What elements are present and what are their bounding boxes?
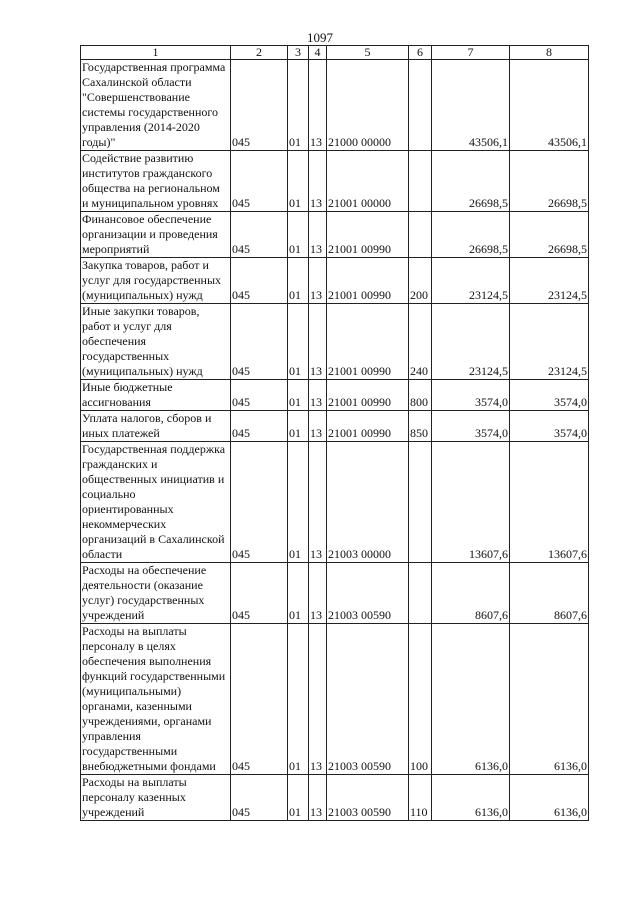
subsection-code: 13 [309,151,327,212]
subsection-code: 13 [309,442,327,563]
amount-col8: 26698,5 [510,212,589,258]
budget-table [80,45,589,821]
amount-col8: 43506,1 [510,60,589,151]
amount-col8: 26698,5 [510,151,589,212]
subsection-code: 13 [309,411,327,442]
section-code: 01 [288,304,309,380]
section-code: 01 [288,380,309,411]
amount-col8: 23124,5 [510,258,589,304]
section-code: 01 [288,563,309,624]
expense-type-code [409,212,432,258]
amount-col8: 6136,0 [510,624,589,775]
expense-type-code: 200 [409,258,432,304]
target-article-code: 21001 00990 [327,212,409,258]
amount-col7: 3574,0 [432,411,510,442]
expense-type-code [409,60,432,151]
target-article-code: 21003 00590 [327,563,409,624]
column-header: 8 [510,46,589,60]
column-header: 5 [327,46,409,60]
target-article-code: 21003 00590 [327,624,409,775]
target-article-code: 21003 00590 [327,775,409,821]
target-article-code: 21001 00000 [327,151,409,212]
table-row [81,304,589,380]
table-row [81,411,589,442]
amount-col7: 23124,5 [432,304,510,380]
section-code: 01 [288,60,309,151]
subsection-code: 13 [309,258,327,304]
table-row [81,775,589,821]
column-header: 1 [81,46,231,60]
item-name: Закупка товаров, работ и услуг для государственных (муниципальных) нужд [81,258,231,304]
ministry-code: 045 [231,60,288,151]
amount-col7: 8607,6 [432,563,510,624]
ministry-code: 045 [231,151,288,212]
amount-col8: 3574,0 [510,411,589,442]
section-code: 01 [288,151,309,212]
item-name: Государственная поддержка гражданских и общественных инициатив и социально ориентированных некоммерческих организаций в Сахалинской области [81,442,231,563]
target-article-code: 21000 00000 [327,60,409,151]
section-code: 01 [288,775,309,821]
table-row [81,563,589,624]
column-header: 6 [409,46,432,60]
section-code: 01 [288,624,309,775]
subsection-code: 13 [309,775,327,821]
ministry-code: 045 [231,624,288,775]
target-article-code: 21001 00990 [327,258,409,304]
ministry-code: 045 [231,775,288,821]
ministry-code: 045 [231,563,288,624]
ministry-code: 045 [231,258,288,304]
amount-col8: 23124,5 [510,304,589,380]
table-row [81,60,589,151]
ministry-code: 045 [231,380,288,411]
expense-type-code: 850 [409,411,432,442]
amount-col7: 6136,0 [432,624,510,775]
subsection-code: 13 [309,624,327,775]
item-name: Государственная программа Сахалинской области "Совершенствование системы государственного управления (2014-2020 годы)" [81,60,231,151]
column-header: 7 [432,46,510,60]
table-row [81,212,589,258]
amount-col8: 13607,6 [510,442,589,563]
amount-col7: 26698,5 [432,212,510,258]
ministry-code: 045 [231,442,288,563]
table-row [81,151,589,212]
page-number: 1097 [307,30,333,45]
table-row [81,442,589,563]
expense-type-code [409,151,432,212]
amount-col7: 26698,5 [432,151,510,212]
expense-type-code: 100 [409,624,432,775]
section-code: 01 [288,411,309,442]
item-name: Расходы на выплаты персоналу в целях обеспечения выполнения функций государственными (муниципальными) органами, казенными учреждениями, органами управления государственными внебюджетными фондами [81,624,231,775]
expense-type-code: 800 [409,380,432,411]
column-header: 3 [288,46,309,60]
subsection-code: 13 [309,304,327,380]
table-row [81,624,589,775]
expense-type-code [409,563,432,624]
item-name: Уплата налогов, сборов и иных платежей [81,411,231,442]
ministry-code: 045 [231,212,288,258]
amount-col8: 3574,0 [510,380,589,411]
target-article-code: 21003 00000 [327,442,409,563]
expense-type-code: 240 [409,304,432,380]
table-row [81,380,589,411]
target-article-code: 21001 00990 [327,304,409,380]
amount-col8: 8607,6 [510,563,589,624]
section-code: 01 [288,212,309,258]
section-code: 01 [288,442,309,563]
amount-col7: 3574,0 [432,380,510,411]
amount-col7: 23124,5 [432,258,510,304]
item-name: Иные бюджетные ассигнования [81,380,231,411]
ministry-code: 045 [231,304,288,380]
item-name: Расходы на обеспечение деятельности (оказание услуг) государственных учреждений [81,563,231,624]
subsection-code: 13 [309,563,327,624]
target-article-code: 21001 00990 [327,411,409,442]
column-header: 4 [309,46,327,60]
section-code: 01 [288,258,309,304]
amount-col7: 43506,1 [432,60,510,151]
amount-col8: 6136,0 [510,775,589,821]
item-name: Содействие развитию институтов гражданского общества на региональном и муниципальном уровнях [81,151,231,212]
item-name: Иные закупки товаров, работ и услуг для обеспечения государственных (муниципальных) нужд [81,304,231,380]
subsection-code: 13 [309,60,327,151]
column-header: 2 [231,46,288,60]
table-row [81,258,589,304]
target-article-code: 21001 00990 [327,380,409,411]
subsection-code: 13 [309,380,327,411]
amount-col7: 6136,0 [432,775,510,821]
item-name: Финансовое обеспечение организации и проведения мероприятий [81,212,231,258]
subsection-code: 13 [309,212,327,258]
expense-type-code: 110 [409,775,432,821]
expense-type-code [409,442,432,563]
item-name: Расходы на выплаты персоналу казенных учреждений [81,775,231,821]
header-row [81,46,589,60]
amount-col7: 13607,6 [432,442,510,563]
ministry-code: 045 [231,411,288,442]
